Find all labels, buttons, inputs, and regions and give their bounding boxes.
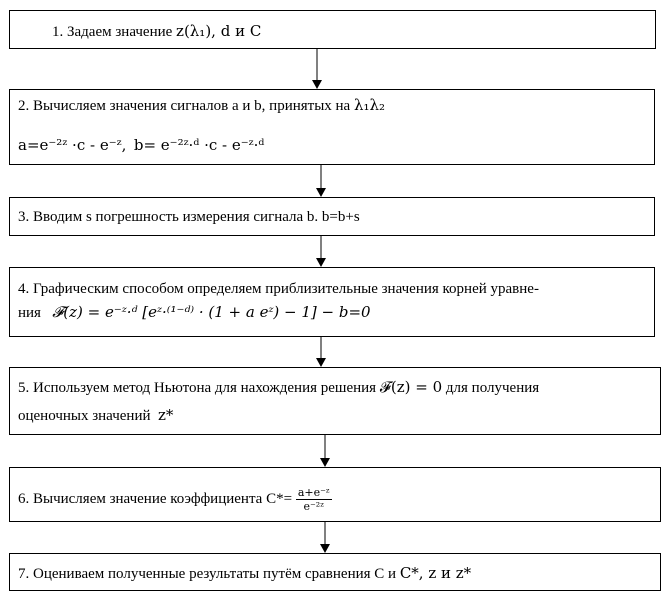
step-1-text: 1. Задаем значение xyxy=(52,24,177,40)
step-1-math: z(λ₁), d и C xyxy=(176,22,262,40)
arrow-1-2 xyxy=(312,49,322,89)
step-3-box xyxy=(9,197,655,236)
step-2-lambda: λ₁λ₂ xyxy=(353,96,386,114)
arrow-3-4 xyxy=(316,236,326,267)
step-7-text: 7. Оцениваем полученные результаты путём сравнения С и xyxy=(18,566,397,582)
step-2-box xyxy=(9,89,655,165)
step-2-text: 2. Вычисляем значения сигналов a и b, принятых на xyxy=(18,98,351,114)
step-4-text: 4. Графическим способом определяем приблизительные значения корней уравне- xyxy=(18,281,539,297)
step-5-text-3: оценочных значений xyxy=(18,408,151,424)
step-2-formula-b: b= e⁻²ᶻ·ᵈ ·c - e⁻ᶻ·ᵈ xyxy=(133,136,265,154)
step-2-formula-a: a=e⁻²ᶻ ·c - e⁻ᶻ, xyxy=(18,136,127,154)
step-7-math: C*, z и z* xyxy=(399,564,472,582)
arrow-5-6 xyxy=(320,435,330,467)
step-1-box xyxy=(9,10,656,49)
step-7-box xyxy=(9,553,661,591)
step-4-text-2: ния xyxy=(18,305,41,321)
step-6-fraction-numerator: a+e⁻ᶻ xyxy=(297,486,330,499)
step-6-fraction-denominator: e⁻²ᶻ xyxy=(303,500,324,513)
step-3-text: 3. Вводим s погрешность измерения сигнала b. b=b+s xyxy=(18,209,360,225)
step-4-equation: 𝓕(z) = e⁻ᶻ·ᵈ [eᶻ·⁽¹⁻ᵈ⁾ · (1 + a eᶻ) − 1] − b=0 xyxy=(52,303,371,321)
step-4-box xyxy=(9,267,655,337)
step-6-text: 6. Вычисляем значение коэффициента С*= xyxy=(18,490,293,507)
arrow-2-3 xyxy=(316,165,326,197)
step-6-fraction xyxy=(296,486,332,513)
step-5-text: 5. Используем метод Ньютона для нахождения решения xyxy=(18,380,377,396)
step-5-equation: 𝓕(z) = 0 xyxy=(379,378,443,396)
arrow-6-7 xyxy=(320,522,330,553)
step-5-zstar: z* xyxy=(158,406,174,424)
step-5-text-2: для получения xyxy=(445,380,540,396)
step-6-box xyxy=(9,467,661,522)
arrow-4-5 xyxy=(316,337,326,367)
step-5-box xyxy=(9,367,661,435)
